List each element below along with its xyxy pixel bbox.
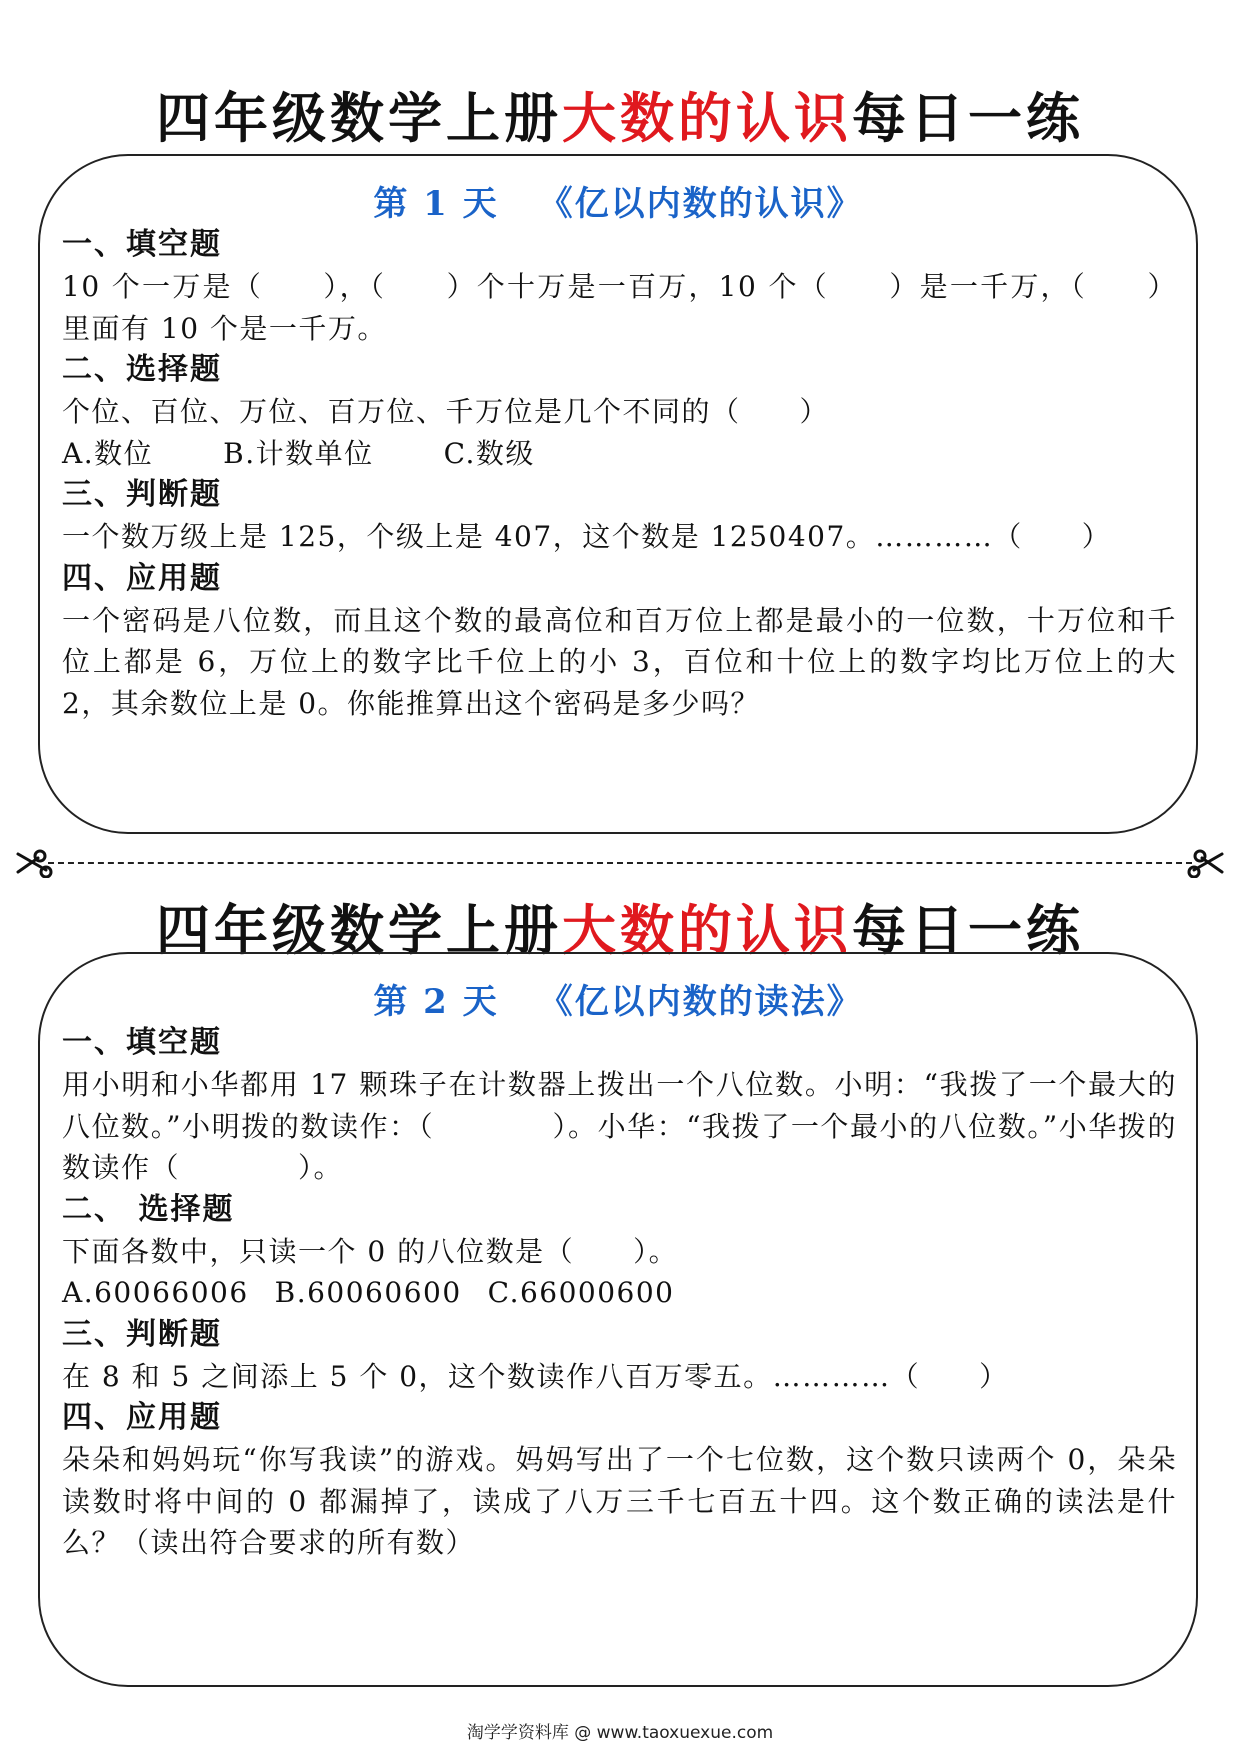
day-1-section: [0, 0, 1240, 860]
choice-options: [62, 1272, 1177, 1314]
exercise-content: [62, 224, 1177, 724]
choice-options: [62, 433, 1177, 475]
section-judge-title: 三、判断题: [62, 1316, 222, 1352]
title-prefix: 四年级数学上册: [156, 87, 562, 150]
choice-question: 下面各数中，只读一个 0 的八位数是（ ）。: [62, 1234, 679, 1268]
application-question: 一个密码是八位数，而且这个数的最高位和百万位上都是最小的一位数，十万位和千位上都是 6，万位上的数字比千位上的小 3，百位和十位上的数字均比万位上的大 2，其余数位上是 0。你能推算出这个密码是多少吗？: [62, 603, 1177, 720]
option-b: B.60060600: [274, 1276, 462, 1309]
fill-blank-question: 用小明和小华都用 17 颗珠子在计数器上拨出一个八位数。小明：“我拨了一个最大的八位数。”小明拨的数读作：（ ）。小华：“我拨了一个最小的八位数。”小华拨的数读作（ ）。: [62, 1068, 1177, 1184]
option-c: C.数级: [443, 436, 535, 470]
day-topic: 《亿以内数的读法》: [538, 982, 863, 1022]
section-fill-blank-title: 一、填空题: [62, 227, 222, 262]
judge-question: 一个数万级上是 125，个级上是 407，这个数是 1250407。…………（ ）: [62, 520, 1112, 553]
choice-question: 个位、百位、万位、百万位、千万位是几个不同的（ ）: [62, 395, 830, 428]
section-choice-title: 二、选择题: [62, 352, 222, 387]
option-b: B.计数单位: [223, 436, 374, 470]
exercise-card: [38, 154, 1198, 834]
judge-question: 在 8 和 5 之间添上 5 个 0，这个数读作八百万零五。…………（ ）: [62, 1359, 1009, 1393]
section-judge-title: 三、判断题: [62, 477, 222, 512]
fill-blank-question: 10 个一万是（ ），（ ）个十万是一百万，10 个（ ）是一千万，（ ）里面有 10 个是一千万。: [62, 270, 1177, 345]
day-label: 第 2 天: [373, 982, 499, 1022]
section-application-title: 四、应用题: [62, 560, 222, 596]
exercise-card: [38, 952, 1198, 1687]
section-fill-blank-title: 一、填空题: [62, 1025, 222, 1060]
exercise-content: [62, 1022, 1177, 1564]
day-topic: 《亿以内数的认识》: [538, 184, 863, 224]
option-c: C.66000600: [487, 1276, 675, 1309]
footer-watermark: 淘学学资料库 @ www.taoxuexue.com: [466, 1723, 774, 1743]
page-title: [0, 76, 1240, 153]
day-2-section: [0, 860, 1240, 1710]
title-highlight: 大数的认识: [562, 87, 852, 150]
section-application-title: 四、应用题: [62, 1400, 222, 1435]
title-prefix: 四年级数学上册: [156, 899, 562, 962]
option-a: A.60066006: [62, 1276, 249, 1309]
day-label: 第 1 天: [373, 184, 499, 224]
application-question: 朵朵和妈妈玩“你写我读”的游戏。妈妈写出了一个七位数，这个数只读两个 0，朵朵读数时将中间的 0 都漏掉了，读成了八万三千七百五十四。这个数正确的读法是什么？（读出符合要求的所有数）: [62, 1443, 1177, 1559]
section-choice-title: 二、 选择题: [62, 1191, 235, 1227]
title-suffix: 每日一练: [852, 899, 1084, 962]
title-highlight: 大数的认识: [562, 899, 852, 962]
option-a: A.数位: [62, 436, 154, 470]
title-suffix: 每日一练: [852, 87, 1084, 150]
day-heading: [40, 176, 1196, 225]
day-heading: [40, 974, 1196, 1023]
